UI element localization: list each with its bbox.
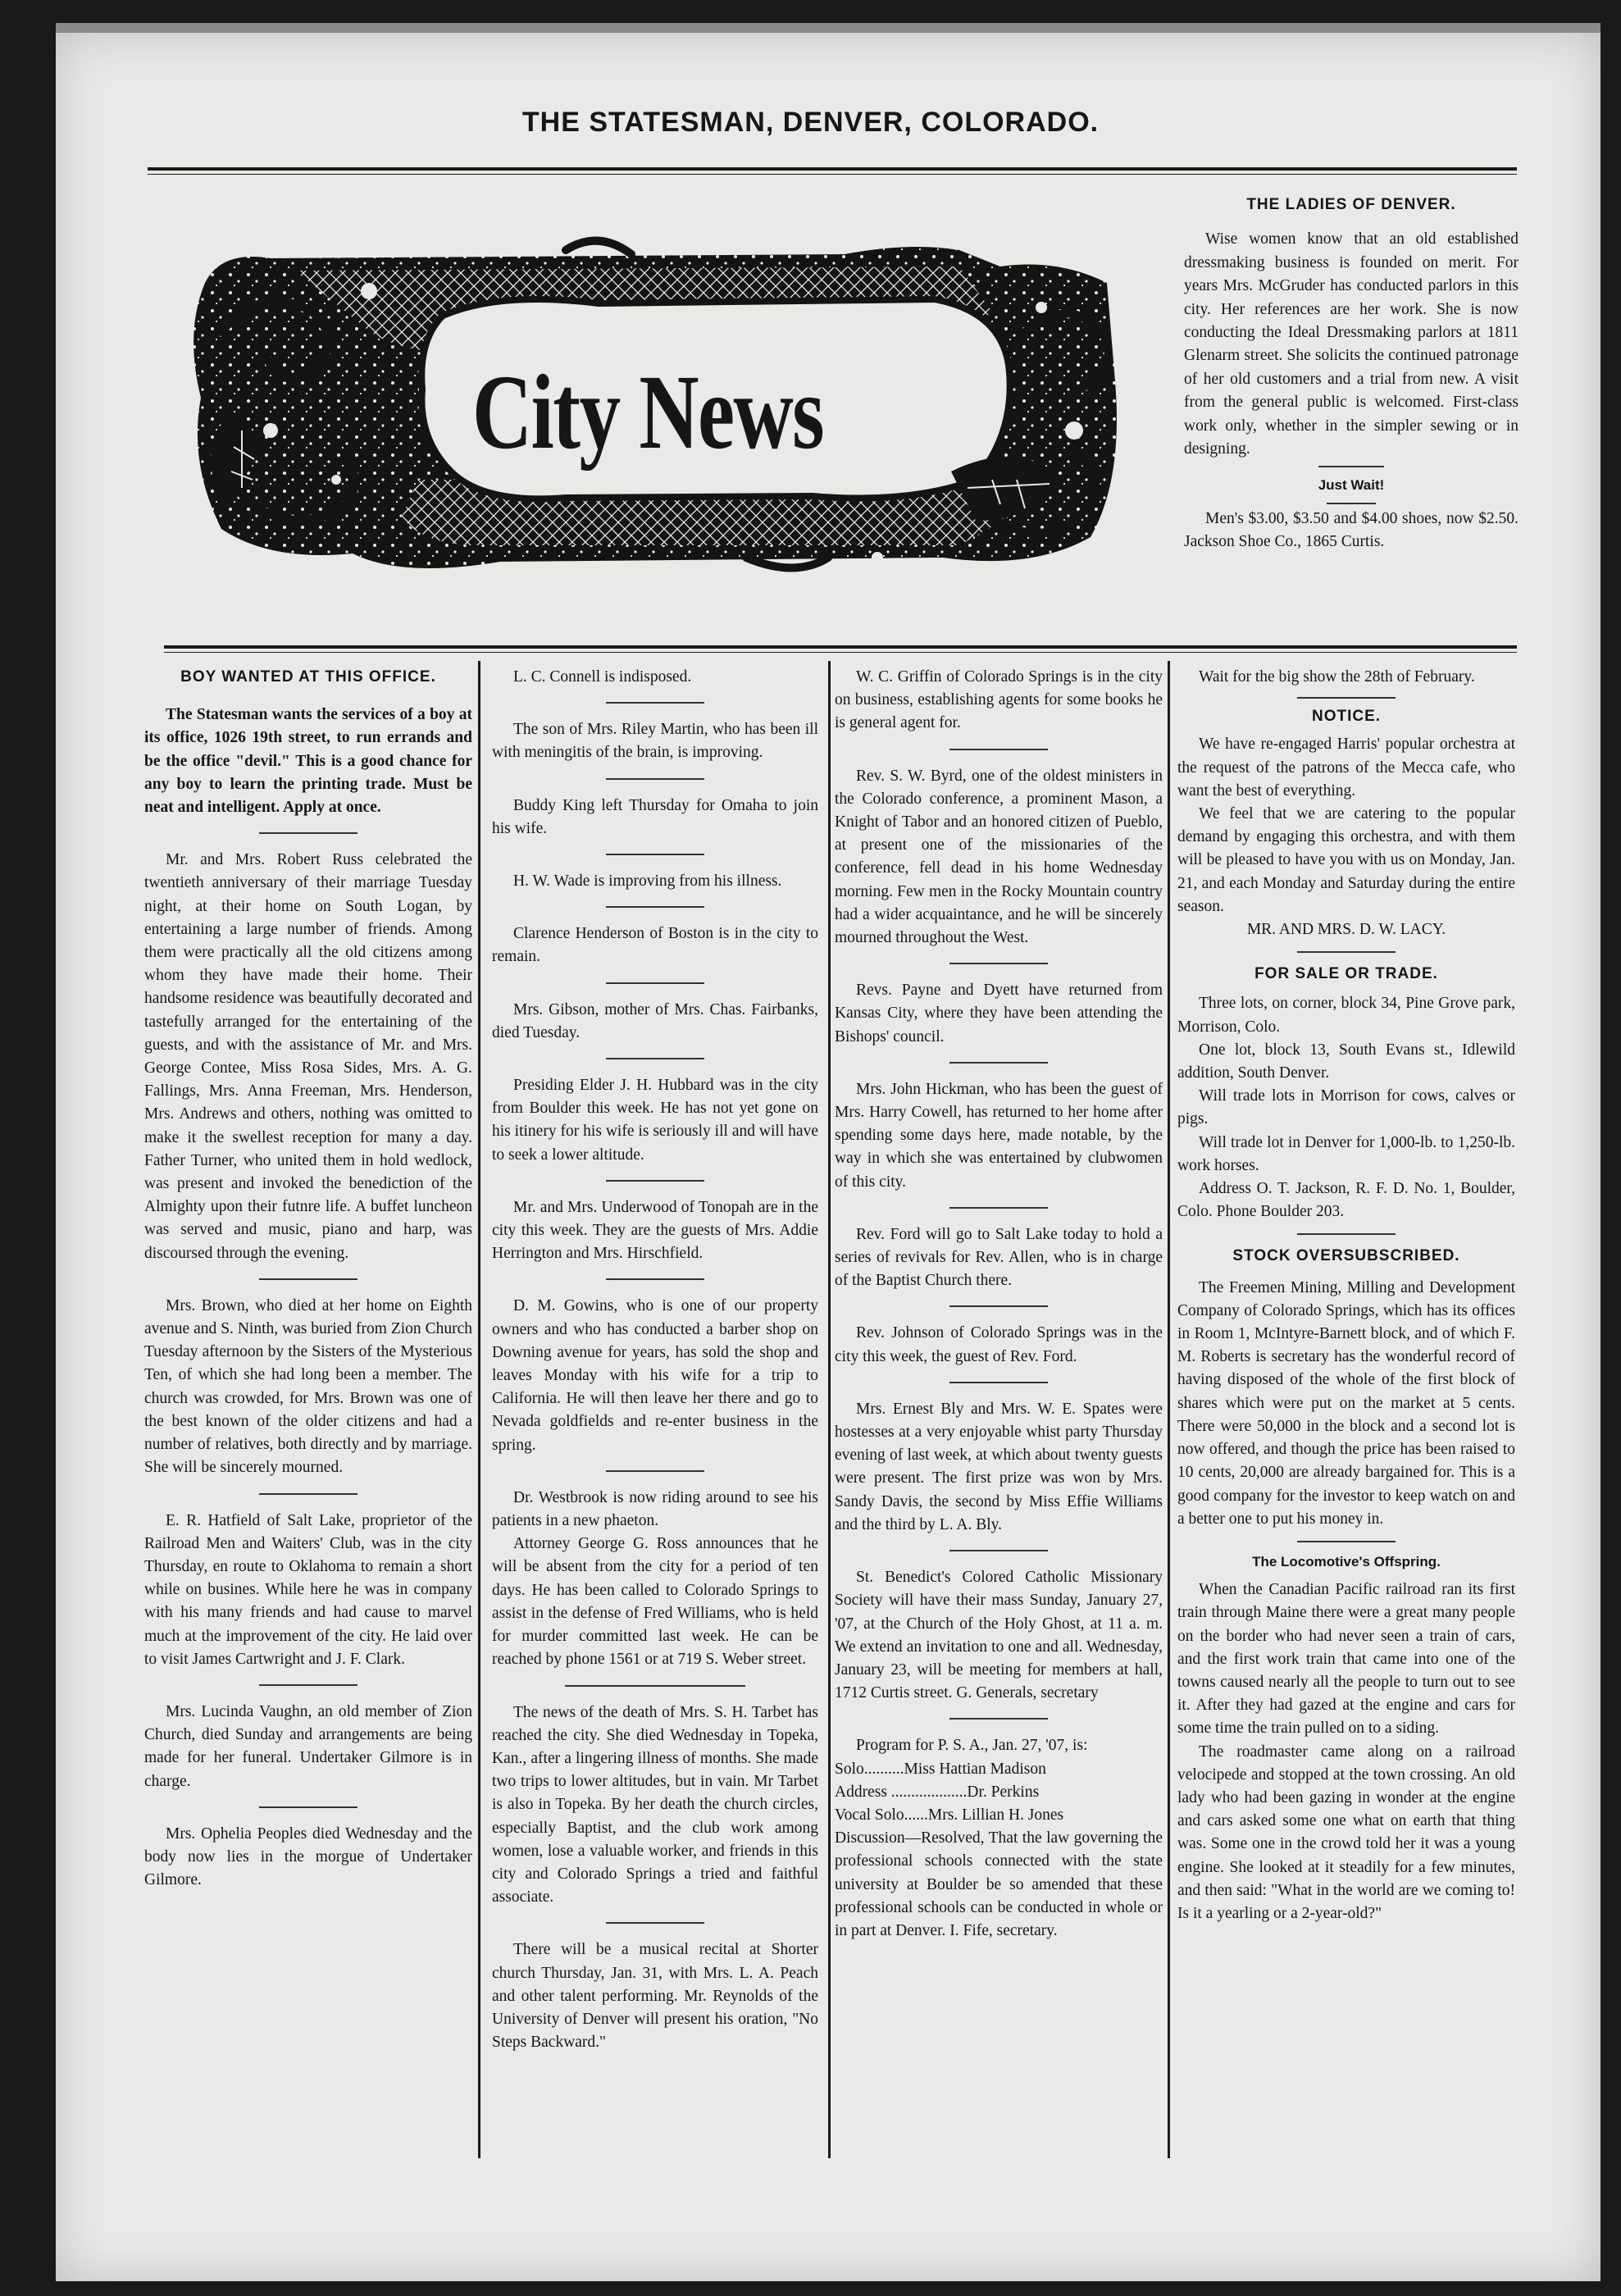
separator [259, 1684, 357, 1686]
program-intro: Program for P. S. A., Jan. 27, '07, is: [856, 1737, 1088, 1755]
boy-wanted-heading: BOY WANTED AT THIS OFFICE. [180, 668, 436, 686]
column-1 [144, 666, 472, 1892]
separator [565, 1685, 745, 1687]
list-item: Attorney George G. Ross announces that he will be absent from the city for a period of ten days. He has been called to Colorado Springs to assist in the defense of Fred Williams, who is held for murder committed last week. He can be reached by phone 1561 or at 719 S. Weber street. [492, 1535, 818, 1669]
sale-item: Three lots, on corner, block 34, Pine Grove park, Morrison, Colo. [1177, 995, 1515, 1036]
separator [949, 1207, 1048, 1209]
program-line: Address ...................Dr. Perkins [835, 1783, 1040, 1801]
list-item: Rev. S. W. Byrd, one of the oldest ministers in the Colorado conference, a prominent Mason, a Knight of Tabor and an honored citizen of Pueblo, at present one of the missionaries of the conference, fell dead in his home Wednesday morning. Few men in the Rocky Mountain country had a wider acquaintance, and he will be sincerely mourned throughout the West. [835, 767, 1163, 947]
separator [949, 1305, 1048, 1307]
locomotive-heading: The Locomotive's Offspring. [1252, 1553, 1441, 1569]
separator [1318, 466, 1384, 467]
notice-signature: MR. AND MRS. D. W. LACY. [1246, 921, 1446, 939]
list-item: Rev. Ford will go to Salt Lake today to hold a series of revivals for Rev. Allen, who is in charge of the Baptist Church there. [835, 1225, 1163, 1290]
separator [606, 1278, 704, 1280]
program-line: Solo..........Miss Hattian Madison [835, 1760, 1046, 1778]
masthead: THE STATESMAN, DENVER, COLORADO. [521, 107, 1100, 138]
list-item: Buddy King left Thursday for Omaha to join his wife. [492, 796, 818, 837]
separator [606, 906, 704, 908]
separator [259, 1806, 357, 1808]
separator [949, 1062, 1048, 1064]
column-rule-2 [828, 661, 831, 2158]
sale-item: Address O. T. Jackson, R. F. D. No. 1, Boulder, Colo. Phone Boulder 203. [1177, 1180, 1515, 1221]
locomotive-body: When the Canadian Pacific railroad ran its first train through Maine there were a great many people on the border who had never seen a train of cars, and the first work train that came into one of the towns caused nearly all the people to turn out to see it. After they had gazed at the engine and cars for some time the train pulled on to a siding. [1177, 1581, 1515, 1738]
separator [949, 749, 1048, 750]
notice-body: We feel that we are catering to the popular demand by engaging this orchestra, and with them will be pleased to have you with us on Monday, Jan. 21, and each Monday and Saturday during the entire season. [1177, 805, 1515, 915]
list-item: St. Benedict's Colored Catholic Missionary Society will have their mass Sunday, January 27, '07, at the Church of the Holy Ghost, at 11 a. m. We extend an invitation to one and all. Wednesday, January 23, will be meeting for members at hall, 1712 Curtis street. G. Generals, secretary [835, 1569, 1163, 1702]
list-item: There will be a musical recital at Shorter church Thursday, Jan. 31, with Mrs. L. A. Peach and other talent performing. Mr. Reynolds of the University of Denver will present his oration, "No Steps Backward." [492, 1941, 818, 2052]
stock-body: The Freemen Mining, Milling and Development Company of Colorado Springs, which has its offices in Room 1, McIntyre-Barnett block, and of which F. M. Roberts is secretary has the wonderful record of having disposed of the whole of the first block of shares which were put on the market at 5 cents. There were 50,000 in the block and a second lot is now offered, and though the price has been raised to 10 cents, 20,000 are already bargained for. This is a good company for the investor to keep watch on and a better one to put his money in. [1177, 1278, 1515, 1528]
ladies-body: Wise women know that an old established dressmaking business is founded on merit. For years Mrs. McGruder has conducted parlors in this city. Her references are her work. She is now conducting the Ideal Dressmaking parlors at 1811 Glenarm street. She solicits the continued patronage of her old customers and a trial from new. A visit from the general public is welcomed. First-class work only, whether in the simpler sewing or in designing. [1184, 230, 1519, 458]
banner-bottom-rule [164, 645, 1517, 649]
separator [606, 1058, 704, 1059]
for-sale-heading: FOR SALE OR TRADE. [1254, 965, 1438, 983]
separator [606, 778, 704, 780]
sale-item: One lot, block 13, South Evans st., Idlewild addition, South Denver. [1177, 1041, 1515, 1082]
column-3 [835, 666, 1163, 1943]
banner-bottom-rule-thin [164, 652, 1517, 653]
separator [606, 1470, 704, 1472]
separator [606, 854, 704, 855]
column-2 [492, 666, 818, 2054]
column-rule-1 [478, 661, 480, 2158]
boy-wanted-body: The Statesman wants the services of a boy at its office, 1026 19th street, to run errands and be the office "devil." This is a good chance for any boy to learn the printing trade. Must be neat and intelligent. Apply at once. [144, 706, 472, 817]
list-item: Mrs. Lucinda Vaughn, an old member of Zion Church, died Sunday and arrangements are being made for her funeral. Undertaker Gilmore is in charge. [144, 1702, 472, 1790]
separator [949, 1718, 1048, 1720]
list-item: Mrs. John Hickman, who has been the guest of Mrs. Harry Cowell, has returned to her home after spending some days here, made notable, by the way in which she was entertained by clubwomen of this city. [835, 1080, 1163, 1191]
separator [259, 1493, 357, 1495]
city-news-banner [172, 234, 1132, 582]
separator [606, 1180, 704, 1182]
separator [1297, 951, 1396, 953]
list-item: Clarence Henderson of Boston is in the city to remain. [492, 925, 818, 966]
notice-body: We have re-engaged Harris' popular orchestra at the request of the patrons of the Mecca cafe, who want the best of everything. [1177, 736, 1515, 800]
program-line: Discussion—Resolved, That the law governing the professional schools connected with the state university at Boulder be so amended that these professional schools can be conducted in whole or in part at Denver. I. Fife, secretary. [835, 1829, 1163, 1939]
list-item: Mrs. Brown, who died at her home on Eighth avenue and S. Ninth, was buried from Zion Church Tuesday afternoon by the Sisters of the Mysterious Ten, of which she had long been a member. The church was crowded, for Mrs. Brown was one of the best known of the older citizens and had a number of relatives, both directly and by marriage. She will be sincerely mourned. [144, 1296, 472, 1477]
locomotive-body: The roadmaster came along on a railroad velocipede and stopped at the town crossing. An old lady who had been gazing in wonder at the engine and cars asked some one what on earth that thing was. Some one in the crowd told her it was a young engine. She looked at it steadily for a few minutes, and then said: "What in the world are we coming to! Is it a yearling or a 2-year-old?" [1177, 1742, 1515, 1922]
separator [259, 1278, 357, 1280]
separator [606, 702, 704, 704]
list-item: The news of the death of Mrs. S. H. Tarbet has reached the city. She died Wednesday in Topeka, Kan., after a lingering illness of months. She made two trips to lower altitudes, but in vain. Mr Tarbet is also in Topeka. By her death the church circles, especially Baptist, and the club work among women, lose a valuable worker, and friends in this city and Colorado Springs a tried and faithful associate. [492, 1703, 818, 1906]
list-item: E. R. Hatfield of Salt Lake, proprietor of the Railroad Men and Waiters' Club, was in the city Thursday, en route to Oklahoma to remain a short while on busines. While here he was in company with his many friends and had cause to marvel much at the improvement of the city. He laid over to visit James Cartwright and J. F. Clark. [144, 1511, 472, 1668]
big-show-notice: Wait for the big show the 28th of February. [1199, 668, 1475, 686]
column-4 [1177, 666, 1515, 1925]
separator [1297, 1541, 1396, 1542]
separator [259, 832, 357, 834]
list-item: D. M. Gowins, who is one of our property owners and who has conducted a barber shop on Downing avenue for years, has sold the shop and leaves Monday with his wife for a trip to California. He will then leave her there and go to Nevada goldfields and re-enter business in the spring. [492, 1297, 818, 1454]
separator [1297, 697, 1396, 699]
separator [949, 1382, 1048, 1383]
list-item: L. C. Connell is indisposed. [513, 668, 692, 686]
list-item: Mrs. Ophelia Peoples died Wednesday and the body now lies in the morgue of Undertaker Gilmore. [144, 1824, 472, 1889]
list-item: Rev. Johnson of Colorado Springs was in the city this week, the guest of Rev. Ford. [835, 1324, 1163, 1365]
stock-heading: STOCK OVERSUBSCRIBED. [1232, 1247, 1460, 1265]
sale-item: Will trade lot in Denver for 1,000-lb. to 1,250-lb. work horses. [1177, 1133, 1515, 1174]
program-line: Vocal Solo......Mrs. Lillian H. Jones [835, 1806, 1064, 1824]
separator [1297, 1233, 1396, 1235]
just-wait-heading: Just Wait! [1318, 477, 1385, 494]
list-item: Dr. Westbrook is now riding around to see his patients in a new phaeton. [492, 1488, 818, 1530]
column-rule-3 [1168, 661, 1170, 2158]
separator [949, 1550, 1048, 1551]
list-item: Mrs. Ernest Bly and Mrs. W. E. Spates were hostesses at a very enjoyable whist party Thursday evening of last week, at which about twenty guests were present. The first prize was won by Mrs. Sandy Davis, the second by Miss Effie Williams and the third by L. A. Bly. [835, 1400, 1163, 1533]
list-item: Presiding Elder J. H. Hubbard was in the city from Boulder this week. He has not yet gone on his itinery for his wife is seriously ill and will have to seek a lower altitude. [492, 1077, 818, 1164]
ladies-heading: THE LADIES OF DENVER. [1246, 196, 1456, 213]
list-item: Mr. and Mrs. Robert Russ celebrated the twentieth anniversary of their marriage Tuesday night, at their home on South Logan, by entertaining a large number of friends. Among them were practically all the old citizens among whom they have made their home. Their handsome residence was beautifully decorated and tastefully arranged for the entertaining of the guests, and with the assistance of Mr. and Mrs. George Contee, Miss Rosa Sides, Mrs. A. G. Fallings, Mrs. Anna Freeman, Mrs. Henderson, Mrs. Andrews and others, nothing was omitted to make it the swellest reception for many a day. Father Turner, who united them in hold wedlock, was present and invoked the benediction of the Almighty upon their futnre life. A buffet luncheon was served and music, piano and harp, was discoursed through the evening. [144, 851, 472, 1262]
list-item: H. W. Wade is improving from his illness. [513, 872, 782, 891]
list-item: Mrs. Gibson, mother of Mrs. Chas. Fairbanks, died Tuesday. [492, 1000, 818, 1041]
separator [606, 982, 704, 984]
list-item: W. C. Griffin of Colorado Springs is in the city on business, establishing agents for some books he is general agent for. [835, 668, 1163, 732]
list-item: Mr. and Mrs. Underwood of Tonopah are in the city this week. They are the guests of Mrs. Addie Herrington and Mrs. Hirschfield. [492, 1198, 818, 1263]
separator [1327, 503, 1376, 504]
masthead-rule [148, 167, 1517, 171]
notice-heading: NOTICE. [1311, 708, 1382, 726]
masthead-rule-thin [148, 174, 1517, 175]
sale-item: Will trade lots in Morrison for cows, calves or pigs. [1177, 1087, 1515, 1128]
list-item: The son of Mrs. Riley Martin, who has been ill with meningitis of the brain, is improving. [492, 721, 818, 762]
separator [606, 1922, 704, 1924]
ladies-of-denver-article [1184, 194, 1519, 554]
list-item: Revs. Payne and Dyett have returned from Kansas City, where they have been attending the Bishops' council. [835, 982, 1163, 1046]
banner-title: City News [471, 353, 824, 472]
separator [949, 963, 1048, 964]
just-wait-body: Men's $3.00, $3.50 and $4.00 shoes, now $2.50. Jackson Shoe Co., 1865 Curtis. [1184, 509, 1519, 551]
